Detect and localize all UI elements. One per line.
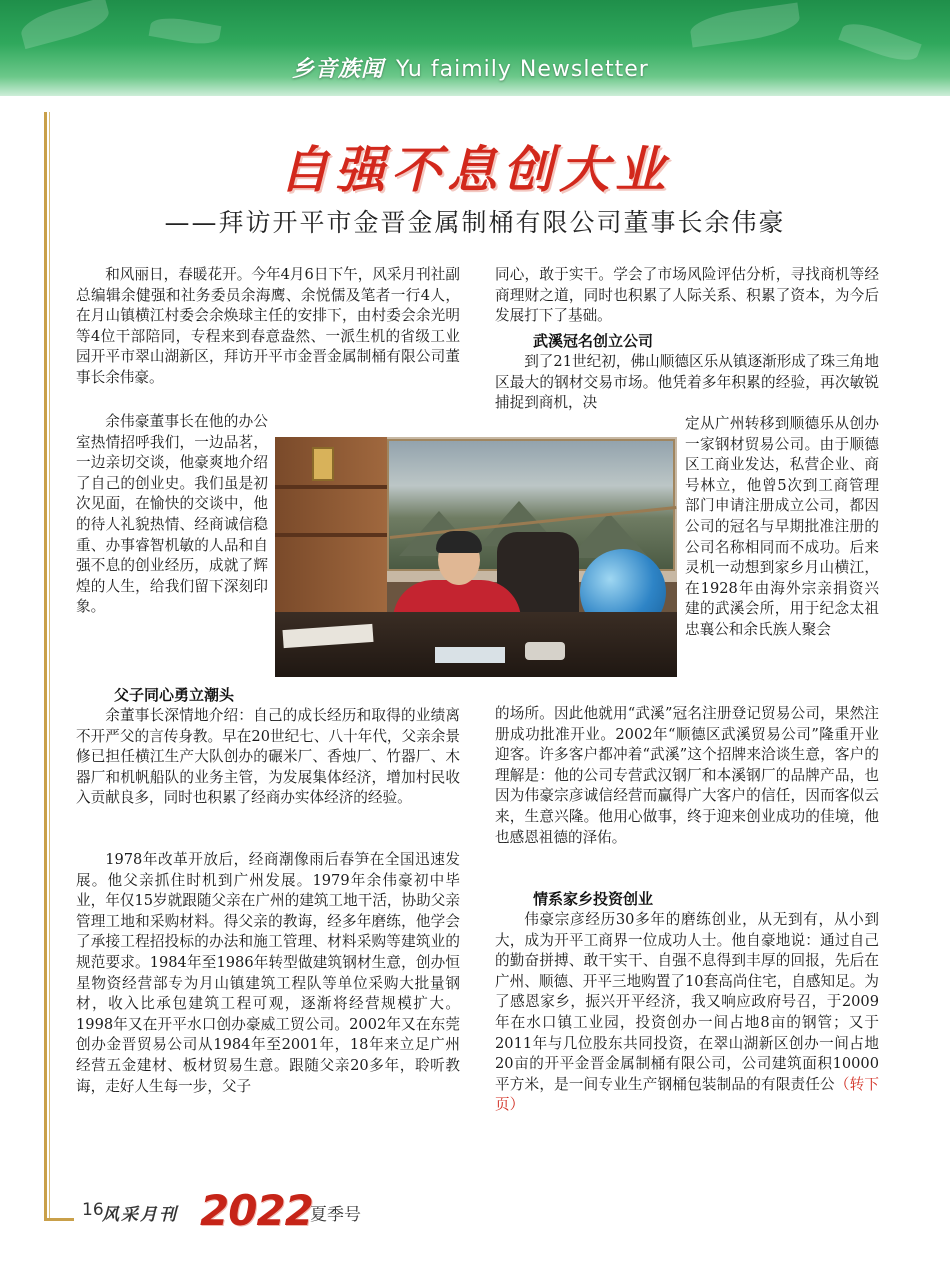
- article-title: 自强不息创大业: [279, 140, 671, 199]
- right-paragraph-registration: 定从广州转移到顺德乐从创办一家钢材贸易公司。由于顺德区工商业发达，私营企业、商号林立，他曾5次到工商管理部门申请注册成立公司，都因公司的冠名与早期批准注册的公司名称相同而不成功。后来灵机一动想到家乡月山横江，在1928年由海外宗亲捐资兴建的武溪会所，用于纪念太祖忠襄公和余氏族人聚会: [685, 415, 879, 638]
- page-number: 16: [82, 1200, 104, 1220]
- leaf-decoration: [149, 14, 222, 48]
- right-paragraph-shunde: 到了21世纪初，佛山顺德区乐从镇逐渐形成了珠三角地区最大的钢材交易市场。他凭着多年积累的经验，再次敏锐捕捉到商机，决: [495, 353, 879, 412]
- shelf-board: [275, 485, 387, 489]
- section-heading-father-son: 父子同心勇立潮头: [114, 686, 235, 704]
- right-paragraph-investment: [495, 910, 879, 1116]
- continued-note: （转下页）: [495, 1075, 879, 1114]
- issue-year: 2022: [200, 1186, 313, 1235]
- award-plaque: [312, 447, 334, 481]
- right-paragraph-continuation: 同心，敢于实干。学会了市场风险评估分析，寻找商机等经商理财之道，同时也积累了人际关系、积累了资本，为今后发展打下了基础。: [495, 266, 879, 325]
- section-heading-wuxi: 武溪冠名创立公司: [533, 332, 654, 350]
- gold-border-rule-thin: [49, 112, 50, 1220]
- investment-text: 伟豪宗彦经历30多年的磨练创业，从无到有，从小到大，成为开平工商界一位成功人士。他自豪地说：通过自己的勤奋拼搏、敢干实干、自强不息得到丰厚的回报，先后在广州、顺德、开平三地购置了10套高尚住宅，自感知足。为了感恩家乡，振兴开平经济，我又响应政府号召，于2009年在水口镇工业园，投资创办一间占地8亩的钢管；又于2011年与几位股东共同投资，在翠山湖新区创办一间占地20亩的开平金晋金属制桶有限公司，公司建筑面积10000平方米，是一间专业生产钢桶包装制品的有限责任公: [495, 911, 879, 1093]
- leaf-decoration: [838, 17, 921, 67]
- desk-phone: [525, 642, 565, 660]
- gold-border-foot: [44, 1218, 74, 1221]
- gold-border-rule: [44, 112, 47, 1220]
- newsletter-title: [292, 52, 649, 83]
- section-heading-hometown: 情系家乡投资创业: [533, 890, 654, 908]
- issue-season: 夏季号: [310, 1205, 361, 1225]
- desk-papers: [435, 647, 505, 663]
- leaf-decoration: [18, 0, 113, 49]
- magazine-name: 风采月刊: [102, 1205, 178, 1225]
- article-subtitle: ——拜访开平市金晋金属制桶有限公司董事长余伟豪: [164, 208, 786, 237]
- newsletter-title-en: Yu faimily Newsletter: [396, 57, 649, 82]
- left-paragraph-intro: 和风丽日，春暖花开。今年4月6日下午，风采月刊社副总编辑余健强和社务委员余海鹰、余悦儒及笔者一行4人，在月山镇横江村委会余焕球主任的安排下，由村委会余光明等4位干部陪同，专程来到春意盎然、一派生机的省级工业园开平市翠山湖新区，拜访开平市金晋金属制桶有限公司董事长余伟豪。: [76, 266, 460, 386]
- header-banner: [0, 0, 950, 96]
- left-paragraph-reform: 1978年改革开放后，经商潮像雨后春笋在全国迅速发展。他父亲抓住时机到广州发展。1979年余伟豪初中毕业，年仅15岁就跟随父亲在广州的建筑工地干活，协助父亲管理工地和采购材料。得父亲的教诲，经多年磨练，他学会了承接工程招投标的办法和施工管理、材料采购等建筑业的规范要求。1984年至1986年转型做建筑钢材生意，创办恒星物资经营部专为月山镇建筑工程队等单位采购大批量钢材，收入比承包建筑工程可观，逐渐将经营规模扩大。1998年又在开平水口创办豪威工贸公司。2002年又在东莞创办金晋贸易公司从1984年至2001年，18年来立足广州经营五金建材、板材贸易生意。跟随父亲20多年，聆听教诲，走好人生每一步，父子: [76, 851, 460, 1095]
- article-photo: [275, 437, 677, 677]
- right-paragraph-wuxi-company: 的场所。因此他就用“武溪”冠名注册登记贸易公司，果然注册成功批准开业。2002年“顺德区武溪贸易公司”隆重开业迎客。许多客户都冲着“武溪”这个招牌来洽谈生意，客户的理解是：他的公司专营武汉钢厂和本溪钢厂的品牌产品，也因为伟豪宗彦诚信经营而赢得广大客户的信任，因而客似云来，生意兴隆。他用心做事，终于迎来创业成功的佳境，他也感恩祖德的泽佑。: [495, 705, 879, 846]
- person-hair: [436, 531, 482, 553]
- bookshelf: [275, 437, 387, 627]
- left-paragraph-meeting: 余伟豪董事长在他的办公室热情招呼我们，一边品茗，一边亲切交谈，他豪爽地介绍了自己的创业史。我们虽是初次见面，在愉快的交谈中，他的待人礼貌热情、经商诚信稳重、办事睿智机敏的人品和自强不息的创业经历，成就了辉煌的人生，给我们留下深刻印象。: [76, 413, 268, 616]
- leaf-decoration: [688, 2, 801, 47]
- left-paragraph-father: 余董事长深情地介绍：自己的成长经历和取得的业绩离不开严父的言传身教。早在20世纪七、八十年代，父亲余景修已担任横江生产大队创办的碾米厂、香烛厂、竹器厂、木器厂和机帆船队的业务主管，为发展集体经济，增加村民收入贡献良多，同时也积累了经商办实体经济的经验。: [76, 707, 460, 807]
- shelf-board: [275, 533, 387, 537]
- newsletter-title-cn: 乡音族闻: [292, 57, 385, 82]
